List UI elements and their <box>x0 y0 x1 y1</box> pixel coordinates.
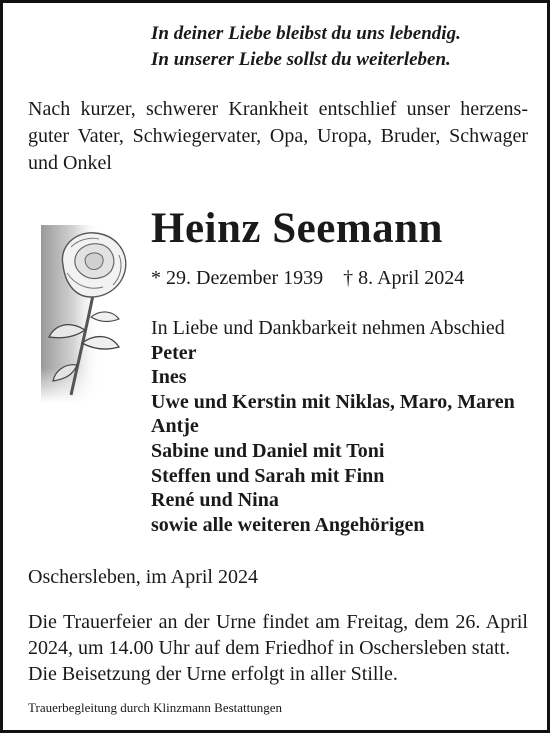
ceremony-text: Die Trauerfeier an der Urne findet am Freitag, dem 26. April 2024, um 14.00 Uhr auf dem Friedhof in Oschersleben statt. <box>28 611 528 659</box>
life-dates <box>151 265 464 291</box>
place-date: Oschersleben, im April 2024 <box>28 566 258 588</box>
mourner-name: Steffen und Sarah mit Finn <box>151 464 385 487</box>
mourner-name: Peter <box>151 341 197 364</box>
deceased-name: Heinz Seemann <box>151 205 443 252</box>
mourner-name: Ines <box>151 366 187 389</box>
mourner-name: Sabine und Daniel mit Toni <box>151 439 385 462</box>
mourner-name: René und Nina <box>151 489 279 512</box>
motto-line-2: In unserer Liebe sollst du weiterleben. <box>151 49 451 70</box>
birth-date: * 29. Dezember 1939 <box>151 267 324 289</box>
mourners-lead: In Liebe und Dankbarkeit nehmen Abschied <box>151 317 505 339</box>
mourner-name: Uwe und Kerstin mit Niklas, Maro, Maren <box>151 390 515 413</box>
rose-icon <box>41 225 136 403</box>
burial-text: Die Beisetzung der Urne erfolgt in aller Stille. <box>28 663 398 685</box>
mourner-name: sowie alle weiteren Angehörigen <box>151 513 425 536</box>
undertaker-credit: Trauerbegleitung durch Klinzmann Bestattungen <box>28 700 283 715</box>
intro-text: Nach kurzer, schwerer Krankheit entschlief unser herzens-guter Vater, Schwiegervater, Opa, Uropa, Bruder, Schwager und Onkel <box>28 98 528 174</box>
motto <box>151 21 461 73</box>
mourner-name: Antje <box>151 415 199 438</box>
ceremony-info <box>28 606 528 687</box>
death-date: † 8. April 2024 <box>343 267 465 289</box>
motto-line-1: In deiner Liebe bleibst du uns lebendig. <box>151 23 461 44</box>
mourners-block <box>151 316 515 537</box>
